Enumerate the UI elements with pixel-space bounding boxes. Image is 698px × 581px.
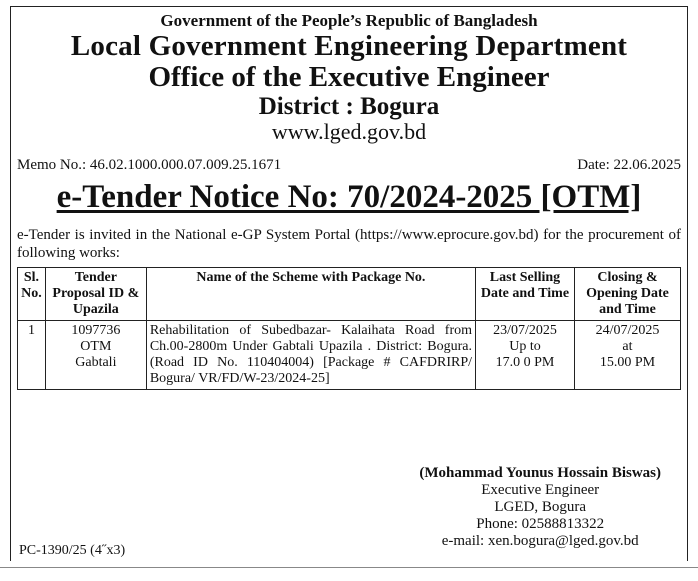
tender-notice [10,6,688,561]
district-name: District : Bogura [258,93,440,120]
footer-rule [0,567,698,568]
cell-scheme: Rehabilitation of Subedbazar- Kalaihata Road from Ch.00-2800m Under Gabtali Upazila . District: Bogura. (Road ID No. 110404004) [Package # CAFDRIRP/ Bogura/ VR/FD/W-23/2024-25] [146,321,475,390]
cell-sl: 1 [18,321,46,390]
cell-tender [45,321,146,390]
signature-block [419,465,661,550]
selling-date: 23/07/2025 [493,323,557,338]
cell-selling [476,321,575,390]
memo-row [17,156,681,174]
table-row [18,321,681,390]
header-closing: Closing & Opening Date and Time [574,268,680,321]
closing-mid: at [622,339,633,354]
intro-text: e-Tender is invited in the National e-GP System Portal (https://www.eprocure.gov.bd) for the procurement of following works: [17,227,681,261]
header-sl: Sl. No. [18,268,46,321]
department-name: Local Government Engineering Department [70,30,628,62]
header-tender: Tender Proposal ID & Upazila [45,268,146,321]
govt-line: Government of the People’s Republic of Bangladesh [160,11,538,30]
signatory-office: LGED, Bogura [494,499,587,515]
selling-time: 17.0 0 PM [495,355,555,370]
office-name: Office of the Executive Engineer [148,61,550,93]
tender-upazila: Gabtali [75,355,117,370]
closing-time: 15.00 PM [599,355,656,370]
works-table [17,267,681,390]
table-header-row [18,268,681,321]
header-scheme: Name of the Scheme with Package No. [146,268,475,321]
signatory-email: e-mail: xen.bogura@lged.gov.bd [441,533,639,549]
closing-date: 24/07/2025 [595,323,660,338]
website: www.lged.gov.bd [271,119,427,144]
header-selling: Last Selling Date and Time [476,268,575,321]
selling-mid: Up to [509,339,541,354]
signatory-phone: Phone: 02588813322 [476,516,605,532]
tender-id: 1097736 [71,323,121,338]
memo-number: Memo No.: 46.02.1000.000.07.009.25.1671 [17,157,282,173]
cell-closing [574,321,680,390]
signatory-name: (Mohammad Younus Hossain Biswas) [419,465,661,481]
tender-method: OTM [80,339,112,354]
signatory-designation: Executive Engineer [481,482,600,498]
pc-reference: PC-1390/25 (4˝x3) [19,543,126,558]
memo-date: Date: 22.06.2025 [577,157,681,173]
notice-title: e-Tender Notice No: 70/2024-2025 [OTM] [56,179,642,215]
